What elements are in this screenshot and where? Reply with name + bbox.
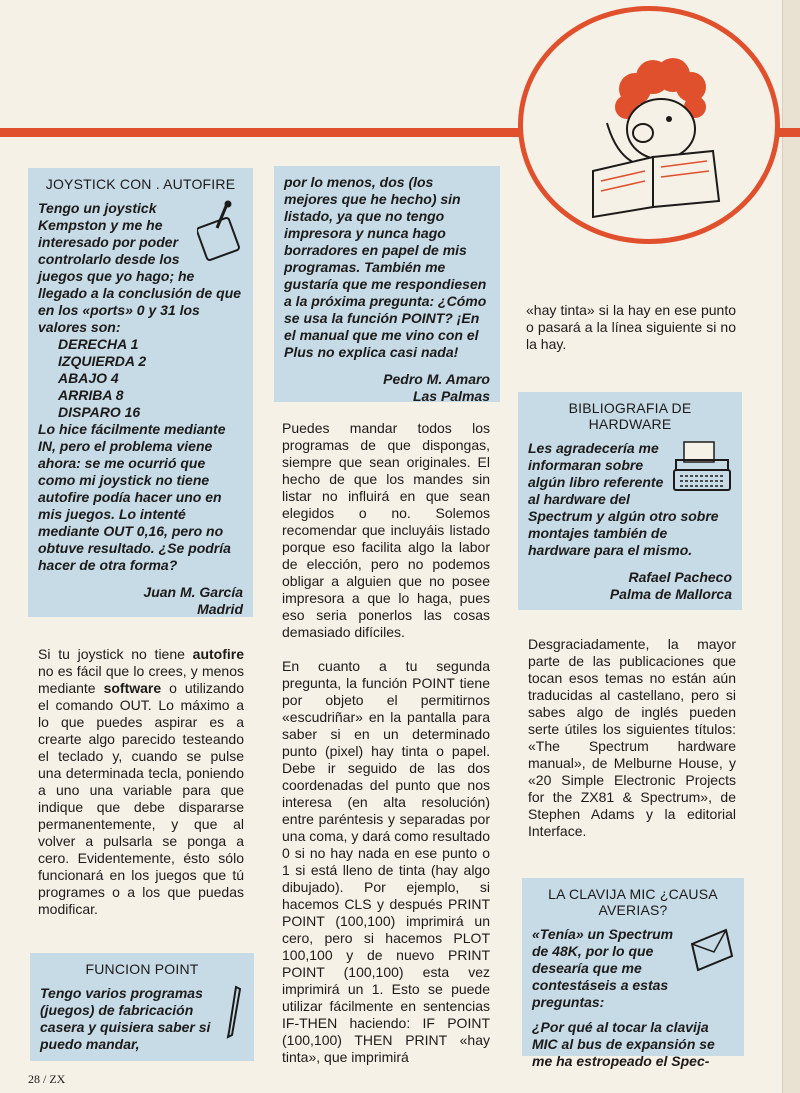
point-signature-place: Las Palmas [412,388,490,404]
point-signature-name: Pedro M. Amaro [383,371,490,387]
page-edge [782,0,800,1093]
funcion-point-title: FUNCION POINT [85,961,199,977]
point-answer-p2: En cuanto a tu segunda pregunta, la función POINT tiene por objeto el permitirnos «escudriñar» en la pantalla para saber si en un determinado punto (pixel) hay tinta o papel. Debe ir seguido de las dos coordenadas del punto que nos interesa (en alta resolución) entre paréntesis y separadas por una coma, y dará como resultado 0 si no hay nada en ese punto o 1 si está lleno de tinta (hay algo dibujado). Por ejemplo, si hacemos CLS y después PRINT POINT (100,100) imprimirá un cero, pero si hacemos PLOT 100,100 y de nuevo PRINT POINT (100,100) esta vez imprimirá un 1. Esto se puede utilizar fácilmente en sentencias IF-THEN haciendo: IF POINT (100,100) THEN PRINT «hay tinta», que imprimirá [282,658,490,1065]
clavija-question-2: ¿Por qué al tocar la clavija MIC al bus de expansión se me ha estropeado el Spec- [532,1019,715,1069]
joystick-icon [197,200,243,262]
clavija-title: LA CLAVIJA MIC ¿CAUSA AVERIAS? [548,886,718,918]
answer-text: no es fácil que lo crees, y menos mediante [38,663,244,696]
typewriter-icon [672,440,732,494]
funcion-point-question: Tengo varios programas (juegos) de fabricación casera y quisiera saber si puedo mandar, [40,985,211,1052]
joystick-letter-box [28,168,253,617]
joystick-value-fire: DISPARO 16 [58,404,141,420]
point-answer [282,420,490,1066]
joystick-answer [38,646,244,918]
bibliografia-signature-name: Rafael Pacheco [628,569,732,585]
joystick-letter-question: Tengo un joystick Kempston y me he interesado por poder controlarlo desde los juegos que yo hago; he llegado a la conclusión de que en los «ports» 0 y 31 los valores son: [38,200,242,335]
joystick-value-up: ARRIBA 8 [58,387,124,403]
joystick-value-left: IZQUIERDA 2 [58,353,147,369]
point-letter-box [274,166,500,402]
clavija-question: «Tenía» un Spectrum de 48K, por lo que desearía que me contestásеis a estas preguntas: [532,926,674,1010]
bibliografia-signature-place: Palma de Mallorca [609,586,732,602]
answer-bold-software: software [103,680,162,696]
answer-text: Si tu joystick no tiene [38,646,193,662]
envelope-icon [688,926,734,972]
point-answer-p3: «hay tinta» si la hay en ese punto o pasará a la línea siguiente si no la hay. [526,302,736,352]
joystick-letter-title: JOYSTICK CON . AUTOFIRE [45,176,236,192]
pen-icon [224,985,244,1041]
answer-bold-autofire: autofire [192,646,244,662]
joystick-value-right: DERECHA 1 [58,336,139,352]
joystick-signature-place: Madrid [197,601,243,617]
bibliografia-answer-p1: Desgraciadamente, la mayor parte de las publicaciones que tocan esos temas no están aún traducidas al castellano, pero si sabes algo de inglés pueden serte útiles los siguientes títulos: «The Spectrum hardware manual», de Melburne House, y «20 Simple Electronic Projects for the ZX81 & Spectrum», de Stephen Adams y la editorial Interface. [528,636,736,839]
clavija-letter-box [522,878,744,1069]
funcion-point-letter-box [30,953,254,1061]
bibliografia-answer [528,636,736,840]
bibliografia-question: Les agradecería me informaran sobre algún libro referente al hardware del Spectrum y algún otro sobre montajes también de hardware para el mismo. [528,440,719,558]
joystick-letter-question-cont: Lo hice fácilmente mediante IN, pero el problema viene ahora: se me ocurrió que como mi joystick no tiene autofire podía hacer uno en mis juegos. Lo intenté mediante OUT 0,16, pero no obtuve resultado. ¿Se podría hacer de otra forma? [38,421,231,573]
answer-text: o utilizando el comando OUT. Lo máximo a lo que puedes aspirar es a crearte algo parecido testeando el teclado y, cuando se pulse una determinada tecla, poniendo a uno una variable para que indique que debe dispararse permanentemente, y que al volver a pulsarla se ponga a cero. Evidentemente, ésto sólo funcionará en los juegos que tú programes o a los que puedas modificar. [38,680,245,917]
reader-illustration [518,6,780,244]
page-footer: 28 / ZX [28,1072,66,1086]
point-answer-cont [526,302,736,353]
joystick-signature-name: Juan M. García [143,584,243,600]
bibliografia-title: BIBLIOGRAFIA DE HARDWARE [568,400,692,432]
reader-icon [523,11,775,239]
joystick-value-down: ABAJO 4 [58,370,119,386]
bibliografia-letter-box [518,392,742,610]
point-answer-p1: Puedes mandar todos los programas de que dispongas, siempre que sean originales. El hecho de que los mandes sin listar no influirá en que sean elegidos o no. Solemos recomendar que incluyáis listado porque eso facilita algo la labor de elección, pero no podemos obligar a alguien que no posee impresora a que lo haga, pues eso seria ponerlos las cosas demasiado difíciles. [282,420,490,640]
point-letter-question: por lo menos, dos (los mejores que he hecho) sin listado, ya que no tengo impresora y nunca hago borradores en papel de mis programas. También me gustaría que me respondiesen a la próxima pregunta: ¿Cómo se usa la función POINT? ¡En el manual que me vino con el Plus no explica casi nada! [284,174,487,360]
